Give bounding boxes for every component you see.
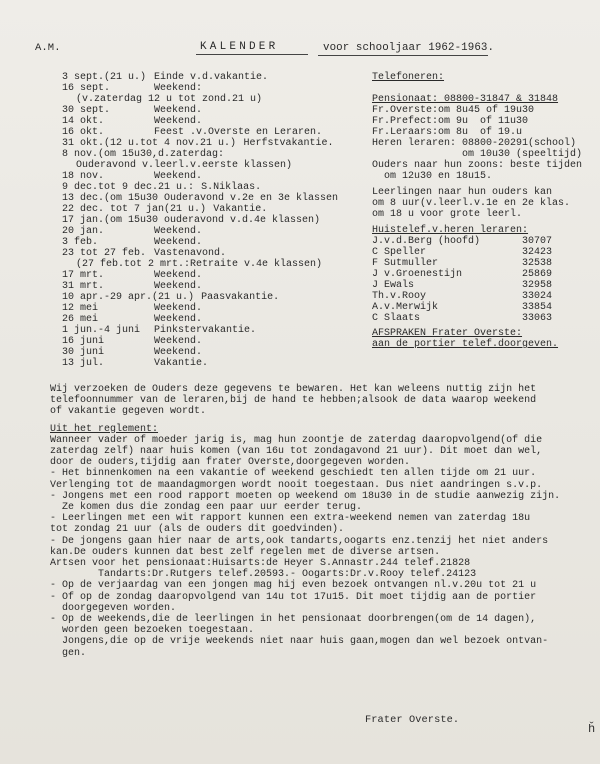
calendar-date: 13 dec.(om 15u30 Ouderavond v.2e en 3e klassen [62,193,339,204]
teacher-row [372,269,587,280]
calendar-text: Ouderavond v.leerl.v.eerste klassen) [76,160,293,171]
teacher-name: J.v.d.Berg (hoofd) [372,236,481,247]
calendar-text: Weekend. [154,226,203,237]
teacher-row [372,313,587,324]
intro-paragraph [50,384,590,418]
rule-line: gen. [50,647,87,659]
phone-line: Fr.Prefect:om 9u of 11u30 [372,116,529,127]
intro-line: of vakantie gegeven wordt. [50,406,207,418]
header-initials: A.M. [35,42,61,54]
afspraken-note [372,328,587,350]
phone-section [372,72,587,350]
rule-line: Wanneer vader of moeder jarig is, mag hun zoontje de zaterdag daaropvolgend(of die [50,434,543,446]
calendar-text: Weekend. [154,281,203,292]
calendar-text: Vakantie. [213,204,268,215]
calendar-text: S.Niklaas. [201,182,262,193]
calendar-date: 12 mei [62,303,99,314]
signature: Frater Overste. [365,714,460,726]
intro-line: telefoonnummer van de leraren,bij de hand te hebben;alsook de data waarop weekend [50,395,537,407]
calendar-text: (27 feb.tot 2 mrt.:Retraite v.4e klassen) [76,259,323,270]
calendar-date: 30 juni [62,347,105,358]
calendar-date: 3 sept.(21 u.) [62,72,147,83]
calendar-text: Einde v.d.vakantie. [154,72,269,83]
rule-line: - De jongens gaan hier naar de arts,ook tandarts,oogarts enz.tenzij het niet anders [50,535,549,547]
calendar-text: Feest .v.Overste en Leraren. [154,127,323,138]
teacher-name: A.v.Merwijk [372,302,439,313]
body-text [50,384,590,659]
calendar-text: Vastenavond. [154,248,227,259]
calendar-date: 31 okt.(12 u.tot 4 nov.21 u.) [62,138,237,149]
rule-line: zaterdag zelf) naar huis komen (van 16u tot zondagavond 21 uur). Dit moet dan wel, [50,446,543,458]
calendar-date: 13 jul. [62,358,105,369]
teacher-row [372,236,587,247]
rule-line: - Of op de zondag daaropvolgend van 14u tot 17u15. Dit moet tijdig aan de portier [50,591,537,603]
rule-line: doorgegeven worden. [50,602,177,614]
calendar-date: 22 dec. tot 7 jan(21 u.) [62,204,207,215]
rule-line: tot zondag 21 uur (als de ouders dit goedvinden). [50,524,345,536]
phone-line: Heren leraren: 08800-20291(school) [372,138,577,149]
calendar-date: 20 jan. [62,226,105,237]
calendar-date: 16 juni [62,336,105,347]
phone-section-title: Telefoneren: [372,72,445,83]
calendar-date: 10 apr.-29 apr.(21 u.) [62,292,195,303]
rule-line: door de ouders,tijdig aan frater Overste,doorgegeven worden. [50,457,411,469]
calendar-text: Paasvakantie. [201,292,280,303]
teacher-phone-number: 33063 [522,313,553,324]
calendar-date: 1 jun.-4 juni [62,325,141,336]
subtitle-underline [318,55,488,56]
teacher-row [372,258,587,269]
calendar-date: 14 okt. [62,116,105,127]
calendar-text: Weekend. [154,303,203,314]
handwritten-mark: ȟ [588,722,596,736]
calendar-text: Pinkstervakantie. [154,325,257,336]
phone-line: Huistelef.v.heren leraren: [372,225,529,236]
calendar-text: Herfstvakantie. [243,138,334,149]
teacher-name: C Speller [372,247,427,258]
phone-line: Ouders naar hun zoons: beste tijden [372,160,583,171]
rule-line: - Op de weekends,die de leerlingen in het pensionaat doorbrengen(om de 14 dagen), [50,614,537,626]
rule-line: - Leerlingen met een wit rapport kunnen een extra-weekend nemen van zaterdag 18u [50,513,531,525]
calendar-text: Weekend. [154,116,203,127]
rule-line: - Jongens met een rood rapport moeten op weekend om 18u30 in de studie aanwezig zijn. [50,490,561,502]
teacher-name: J Ewals [372,280,415,291]
afspraken-line: AFSPRAKEN Frater Overste: [372,328,523,339]
phone-line: om 10u30 (speeltijd) [372,149,583,160]
phone-line: Fr.Overste:om 8u45 of 19u30 [372,105,535,116]
teacher-row [372,280,587,291]
calendar-date: 9 dec.tot 9 dec.21 u.: [62,182,195,193]
calendar-text: Weekend. [154,314,203,325]
document-subtitle: voor schooljaar 1962-1963. [323,42,495,54]
calendar-text: Weekend. [154,270,203,281]
teacher-name: F Sutmuller [372,258,439,269]
intro-line: Wij verzoeken de Ouders deze gegevens te bewaren. Het kan weleens nuttig zijn het [50,384,537,395]
teacher-row [372,302,587,313]
calendar-text: Weekend. [154,105,203,116]
teacher-phone-number: 30707 [522,236,553,247]
teacher-phone-number: 32958 [522,280,553,291]
rule-line: Jongens,die op de vrije weekends niet naar huis gaan,mogen dan wel bezoek ontvan- [50,636,549,648]
teacher-name: J v.Groenestijn [372,269,463,280]
calendar-date: 16 okt. [62,127,105,138]
calendar-date: 23 tot 27 feb. [62,248,147,259]
teacher-phone-list [372,236,587,324]
calendar-text: Weekend. [154,347,203,358]
phone-line: om 8 uur(v.leerl.v.1e en 2e klas. [372,198,571,209]
rules-list [50,435,590,659]
teacher-phone-number: 33024 [522,291,553,302]
rule-line: Verlenging tot de maandagmorgen wordt nooit toegestaan. Dus niet aandringen s.v.p. [50,479,543,491]
phone-line: om 12u30 en 18u15. [372,171,493,182]
rule-line: kan.De ouders kunnen dat best zelf regelen met de diverse artsen. [50,546,441,558]
rule-line: Artsen voor het pensionaat:Huisarts:de Heyer S.Annastr.244 telef.21828 [50,558,471,570]
calendar-text: Weekend: [154,83,203,94]
calendar-date: 17 mrt. [62,270,105,281]
title-underline [196,54,308,55]
calendar-text: Weekend. [154,237,203,248]
calendar-date: 8 nov.(om 15u30,d.zaterdag: [62,149,225,160]
teacher-row [372,291,587,302]
calendar-text: Weekend. [154,336,203,347]
phone-line: Leerlingen naar hun ouders kan [372,187,553,198]
calendar-date: 30 sept. [62,105,111,116]
rule-line: - Het binnenkomen na een vakantie of weekend geschiedt ten allen tijde om 21 uur. [50,468,537,480]
rule-line: worden geen bezoeken toegestaan. [50,625,255,637]
calendar-date: 17 jan.(om 15u30 ouderavond v.d.4e klassen) [62,215,321,226]
calendar-date: 18 nov. [62,171,105,182]
teacher-phone-number: 32538 [522,258,553,269]
phone-lines [372,94,587,236]
teacher-phone-number: 33854 [522,302,553,313]
calendar-text: (v.zaterdag 12 u tot zond.21 u) [76,94,263,105]
teacher-row [372,247,587,258]
phone-line: Pensionaat: 08800-31847 & 31848 [372,94,559,105]
calendar-date: 3 feb. [62,237,99,248]
phone-line: om 18 u voor grote leerl. [372,209,523,220]
teacher-name: Th.v.Rooy [372,291,427,302]
calendar-text: Weekend. [154,171,203,182]
calendar-date: 16 sept. [62,83,111,94]
teacher-phone-number: 32423 [522,247,553,258]
rule-line: - Op de verjaardag van een jongen mag hij even bezoek ontvangen nl.v.20u tot 21 u [50,580,537,592]
calendar-date: 31 mrt. [62,281,105,292]
calendar-text: Vakantie. [154,358,209,369]
teacher-phone-number: 25869 [522,269,553,280]
teacher-name: C Slaats [372,313,421,324]
calendar-date: 26 mei [62,314,99,325]
rule-line: Ze komen dus die zondag een paar uur eerder terug. [50,502,363,514]
phone-line: Fr.Leraars:om 8u of 19.u [372,127,523,138]
afspraken-line: aan de portier telef.doorgeven. [372,339,559,350]
document-title: KALENDER [200,41,279,53]
rule-line: Tandarts:Dr.Rutgers telef.20593.- Oogarts:Dr.v.Rooy telef.24123 [50,569,477,581]
reglement-title: Uit het reglement: [50,423,159,435]
